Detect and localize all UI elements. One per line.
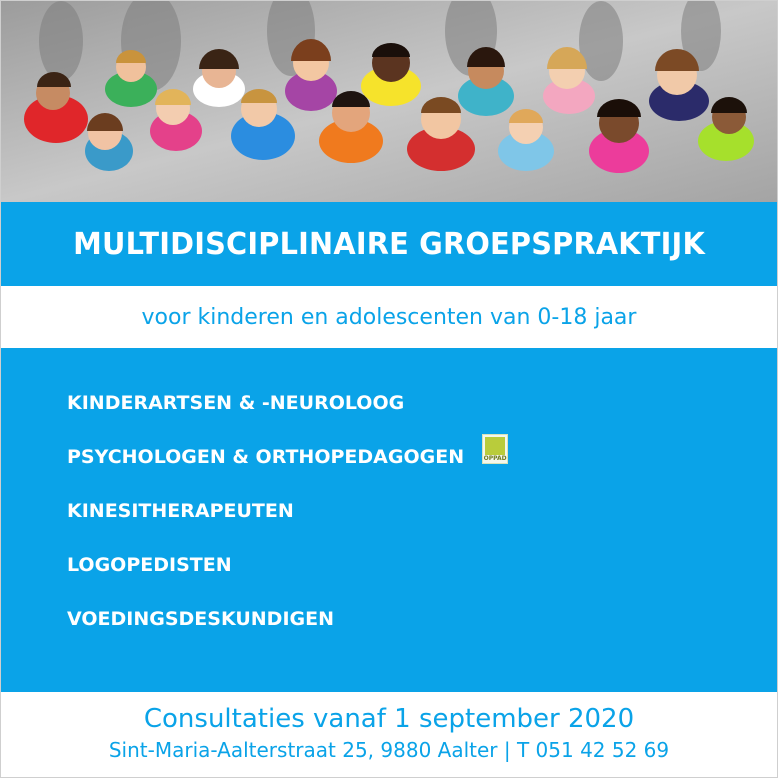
address-phone: Sint-Maria-Aalterstraat 25, 9880 Aalter | T 051 42 52 69 xyxy=(108,738,670,762)
service-item xyxy=(67,608,508,662)
service-item xyxy=(67,554,508,608)
service-label: KINESITHERAPEUTEN xyxy=(67,500,294,522)
consultation-date: Consultaties vanaf 1 september 2020 xyxy=(143,704,635,734)
subtitle: voor kinderen en adolescenten van 0-18 jaar xyxy=(141,304,637,330)
oppad-logo-icon xyxy=(482,434,508,464)
services-band xyxy=(1,348,777,692)
service-item xyxy=(67,500,508,554)
service-label: PSYCHOLOGEN & ORTHOPEDAGOGEN xyxy=(67,446,465,468)
page-title: MULTIDISCIPLINAIRE GROEPSPRAKTIJK xyxy=(73,226,705,262)
title-band xyxy=(1,202,777,286)
children-group-photo xyxy=(1,1,777,202)
services-list xyxy=(67,392,508,662)
service-label: VOEDINGSDESKUNDIGEN xyxy=(67,608,334,630)
service-label: KINDERARTSEN & -NEUROLOOG xyxy=(67,392,405,414)
oppad-logo-mark xyxy=(485,437,505,455)
service-label: LOGOPEDISTEN xyxy=(67,554,232,576)
service-item xyxy=(67,446,508,500)
oppad-logo-text: OPPAD xyxy=(483,455,507,462)
children-group-photo-icon xyxy=(1,1,777,202)
footer xyxy=(1,692,777,777)
service-item xyxy=(67,392,508,446)
subtitle-band xyxy=(1,286,777,348)
